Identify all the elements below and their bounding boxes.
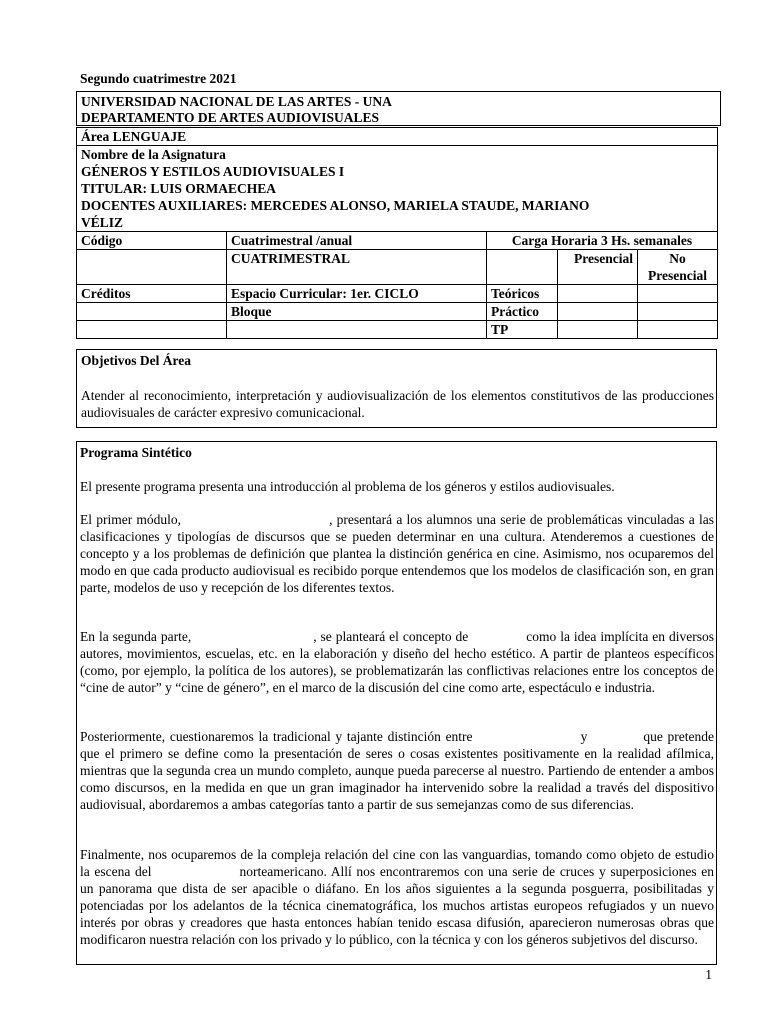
espacio-curricular: Espacio Curricular: 1er. CICLO [227, 285, 487, 303]
p3-part-c: como la idea implícita en diversos autores, movimientos, escuelas, etc. en la elaboración y diseño del hecho estético. A partir de planteos específicos (como, por ejemplo, la política de los autores), se problematizarán las conflictivas relaciones entre los conceptos de “cine de autor” y “cine de género”, en el marco de la discusión del cine como arte, espectáculo e industria. [80, 629, 714, 695]
subject-info-table [76, 127, 718, 339]
area-cell: Área LENGUAJE [77, 128, 718, 146]
tp-no-presencial [638, 321, 718, 339]
presencial-label: Presencial [558, 250, 638, 285]
objetivos-box [76, 349, 717, 428]
p4-part-a: Posteriormente, cuestionaremos la tradicional y tajante distinción entre [80, 729, 473, 744]
empty-cell [487, 250, 558, 285]
practico-no-presencial [638, 303, 718, 321]
practico-presencial [558, 303, 638, 321]
programa-paragraph-3 [80, 628, 714, 696]
objetivos-text: Atender al reconocimiento, interpretación y audiovisualización de los elementos constitutivos de las producciones audiovisuales de carácter expresivo comunicacional. [81, 388, 714, 420]
p3-part-a: En la segunda parte, [80, 629, 192, 644]
codigo-value [77, 250, 227, 285]
practico-label: Práctico [487, 303, 558, 321]
no-presencial-line-2: Presencial [648, 268, 707, 283]
subject-name: GÉNEROS Y ESTILOS AUDIOVISUALES I [81, 164, 345, 179]
cuatrimestral-value: CUATRIMESTRAL [227, 250, 487, 285]
programa-paragraph-1: El presente programa presenta una introducción al problema de los géneros y estilos audiovisuales. [80, 479, 615, 494]
university-line-2: DEPARTAMENTO DE ARTES AUDIOVISUALES [81, 110, 379, 125]
teoricos-presencial [558, 285, 638, 303]
p2-part-a: El primer módulo, [80, 512, 182, 527]
tp-label: TP [487, 321, 558, 339]
university-line-1: UNIVERSIDAD NACIONAL DE LAS ARTES - UNA [81, 94, 392, 109]
page-number: 1 [705, 967, 712, 982]
objetivos-title: Objetivos Del Área [81, 353, 191, 368]
titular: TITULAR: LUIS ORMAECHEA [81, 181, 277, 196]
p2-part-b: , presentará a los alumnos una serie de problemáticas vinculadas a las clasificaciones y tipologías de discursos que se pueden determinar en una cultura. Atenderemos a cuestiones de concepto y a los problemas de definición que plantea la distinción genérica en cine. Asimismo, nos ocuparemos del modo en que cada producto audiovisual es recibido porque entendemos que los modelos de clasificación son, en gran parte, modelos de uso y recepción de los diferentes textos. [80, 512, 714, 595]
p5-part-b: norteamericano. Allí nos encontraremos con una serie de cruces y superposiciones en un panorama que dista de ser apacible o diáfano. En los años siguientes a la segunda posguerra, posibilitadas y potenciadas por los adelantos de la técnica cinematográfica, los muchos artistas europeos refugiados y un nuevo interés por obras y creadores que hasta entonces habían tenido escasa difusión, aparecieron numerosas obras que modificaron nuestra relación con los privado y lo público, con la técnica y con los géneros subjetivos del discurso. [80, 864, 714, 947]
carga-horaria-label: Carga Horaria 3 Hs. semanales [487, 232, 718, 250]
bloque-value [227, 321, 487, 339]
docentes-line-1: DOCENTES AUXILIARES: MERCEDES ALONSO, MARIELA STAUDE, MARIANO [81, 198, 590, 213]
teoricos-label: Teóricos [487, 285, 558, 303]
p4-part-c: que pretende que el primero se define como la presentación de seres o cosas existentes positivamente en la realidad afílmica, mientras que la segunda crea un mundo completo, aunque pueda parecerse al nuestro. Partiendo de entender a ambos como discursos, en la medida en que un gran imaginador ha intervenido sobre la realidad a través del dispositivo audiovisual, abordaremos a ambas categorías tanto a partir de sus semejanzas como de sus diferencias. [80, 729, 714, 812]
subject-details-cell [77, 146, 718, 232]
no-presencial-label [638, 250, 718, 285]
programa-paragraph-5 [80, 846, 714, 948]
p5-part-a: Finalmente, nos ocuparemos de la compleja relación del cine con las vanguardias, tomando como objeto de estudio la escena del [80, 847, 714, 879]
teoricos-no-presencial [638, 285, 718, 303]
creditos-value [77, 303, 227, 321]
programa-paragraph-4 [80, 728, 714, 813]
empty-cell [77, 321, 227, 339]
docentes-line-2: VÉLIZ [81, 215, 124, 230]
p3-part-b: , se planteará el concepto de [313, 629, 469, 644]
cuatrimestral-anual-label: Cuatrimestral /anual [227, 232, 487, 250]
codigo-label: Código [77, 232, 227, 250]
semester-heading: Segundo cuatrimestre 2021 [80, 71, 237, 86]
subject-label: Nombre de la Asignatura [81, 147, 226, 162]
tp-presencial [558, 321, 638, 339]
university-box [76, 91, 721, 126]
bloque-label: Bloque [227, 303, 487, 321]
programa-paragraph-2 [80, 511, 714, 596]
no-presencial-line-1: No [669, 251, 686, 266]
creditos-label: Créditos [77, 285, 227, 303]
p4-part-b: y [580, 729, 588, 744]
programa-title: Programa Sintético [80, 445, 192, 460]
